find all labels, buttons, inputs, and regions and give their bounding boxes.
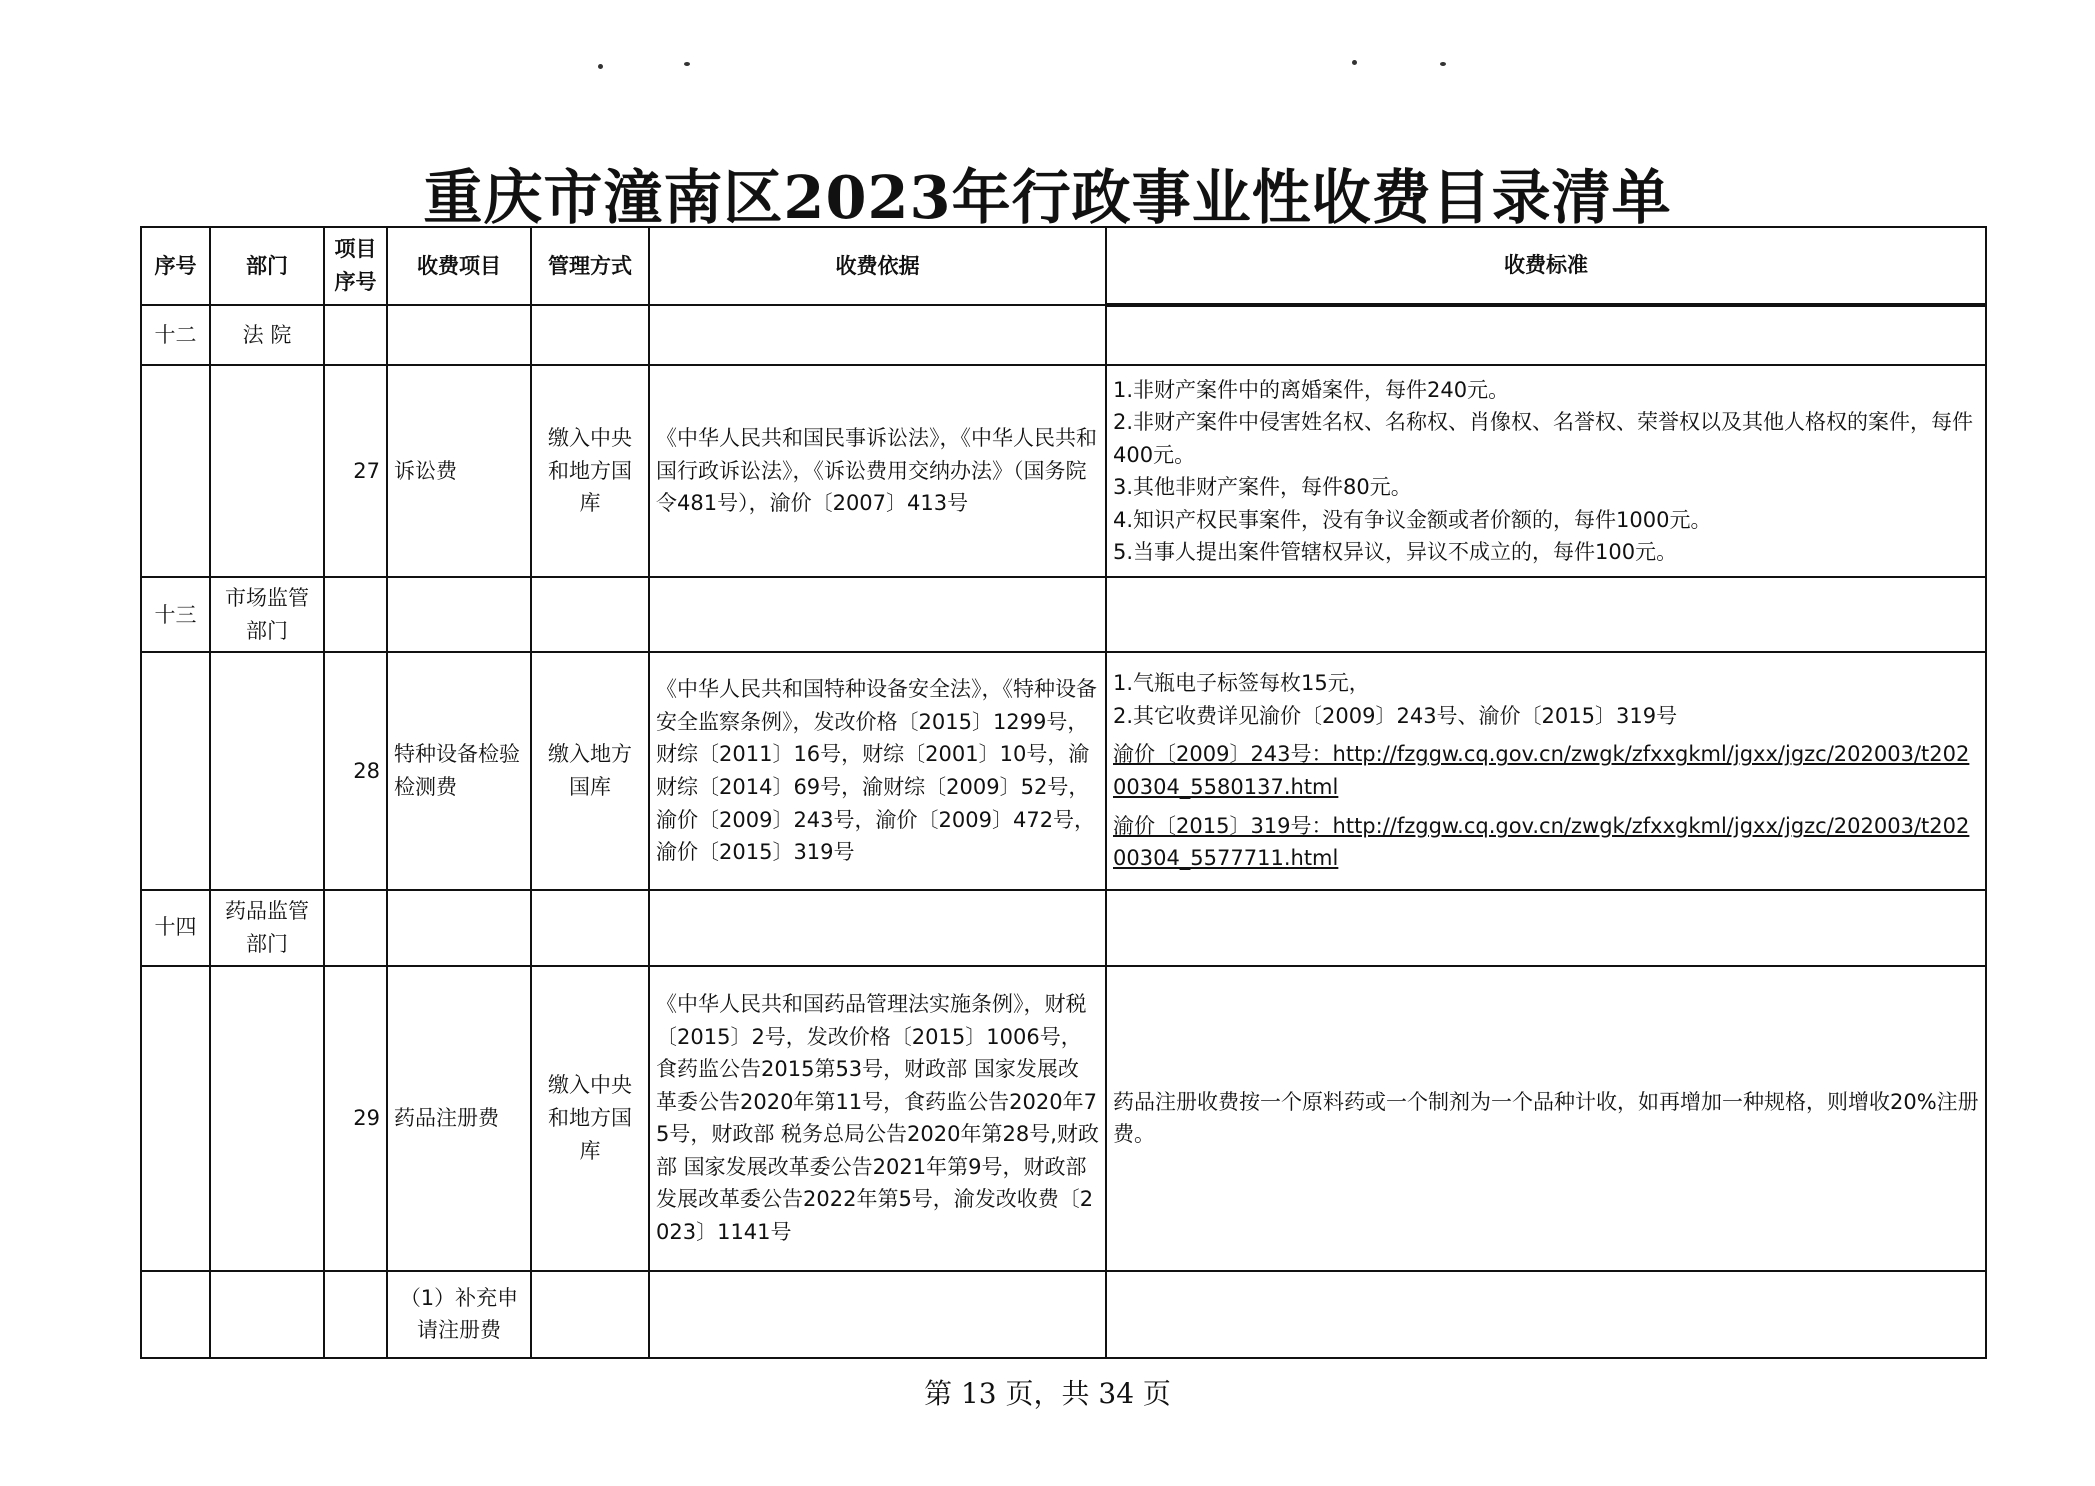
item-basis: 《中华人民共和国民事诉讼法》，《中华人民共和国行政诉讼法》，《诉讼费用交纳办法》（国务院令481号），渝价〔2007〕413号: [649, 365, 1106, 577]
item-seq: 29: [324, 966, 387, 1271]
standard-line: 1.非财产案件中的离婚案件，每件240元。: [1113, 377, 1510, 402]
header-item-seq: 项目序号: [324, 227, 387, 305]
page-footer: 第 13 页，共 34 页: [924, 1377, 1171, 1410]
table-header-row: [141, 227, 1986, 305]
sub-item-name: （1）补充申请注册费: [387, 1271, 531, 1358]
item-manage: 缴入中央和地方国库: [531, 365, 649, 577]
header-seq: 序号: [141, 227, 210, 305]
scan-speck: [684, 62, 690, 66]
item-basis: 《中华人民共和国药品管理法实施条例》，财税〔2015〕2号，发改价格〔2015〕1006号，食药监公告2015第53号，财政部 国家发展改革委公告2020年第11号，食药监公告2020年75号，财政部 税务总局公告2020年第28号,财政部 国家发展改革委公告2021年第9号，财政部 发展改革委公告2022年第5号，渝发改收费〔2023〕1141号: [649, 966, 1106, 1271]
scan-speck: [598, 64, 603, 69]
item-seq: 27: [324, 365, 387, 577]
section-row: [141, 890, 1986, 966]
standard-line: 2.非财产案件中侵害姓名权、名称权、肖像权、名誉权、荣誉权以及其他人格权的案件，每件400元。: [1113, 410, 1974, 467]
item-seq: 28: [324, 652, 387, 889]
section-row: [141, 577, 1986, 652]
section-seq: 十二: [141, 305, 210, 365]
reference-link-2009-243[interactable]: 渝价〔2009〕243号：http://fzggw.cq.gov.cn/zwgk/zfxxgkml/jgxx/jgzc/202003/t20200304_5580137.html: [1113, 742, 1970, 799]
section-seq: 十四: [141, 890, 210, 966]
section-dept: 药品监管部门: [210, 890, 324, 966]
standard-line: 4.知识产权民事案件，没有争议金额或者价额的，每件1000元。: [1113, 507, 1712, 532]
standard-line: 1.气瓶电子标签每枚15元，: [1113, 671, 1370, 696]
header-basis: 收费依据: [649, 227, 1106, 305]
section-seq: 十三: [141, 577, 210, 652]
item-name: 药品注册费: [387, 966, 531, 1271]
item-standard: [1106, 652, 1986, 889]
scan-speck: [1440, 62, 1446, 66]
standard-line: 药品注册收费按一个原料药或一个制剂为一个品种计收，如再增加一种规格，则增收20%注册费。: [1113, 1089, 1979, 1147]
page-title: 重庆市潼南区2023年行政事业性收费目录清单: [423, 163, 1672, 232]
section-dept: 法 院: [210, 305, 324, 365]
table-row: [141, 1271, 1986, 1358]
section-dept: 市场监管部门: [210, 577, 324, 652]
item-manage: 缴入中央和地方国库: [531, 966, 649, 1271]
standard-line: 3.其他非财产案件，每件80元。: [1113, 475, 1412, 500]
item-standard: [1106, 365, 1986, 577]
section-row: [141, 305, 1986, 365]
item-manage: 缴入地方国库: [531, 652, 649, 889]
item-basis: 《中华人民共和国特种设备安全法》，《特种设备安全监察条例》，发改价格〔2015〕1299号，财综〔2011〕16号，财综〔2001〕10号，渝财综〔2014〕69号，渝财综〔2009〕52号，渝价〔2009〕243号，渝价〔2009〕472号，渝价〔2015〕319号: [649, 652, 1106, 889]
standard-line: 5.当事人提出案件管辖权异议，异议不成立的，每件100元。: [1113, 540, 1678, 565]
item-name: 特种设备检验检测费: [387, 652, 531, 889]
reference-link-2015-319[interactable]: 渝价〔2015〕319号：http://fzggw.cq.gov.cn/zwgk/zfxxgkml/jgxx/jgzc/202003/t20200304_5577711.html: [1113, 813, 1970, 871]
header-manage: 管理方式: [531, 227, 649, 305]
header-dept: 部门: [210, 227, 324, 305]
table-row: [141, 652, 1986, 889]
item-name: 诉讼费: [387, 365, 531, 577]
item-standard: [1106, 966, 1986, 1271]
table-row: [141, 966, 1986, 1271]
fee-catalog-table: [140, 226, 1987, 1359]
table-row: [141, 365, 1986, 577]
header-item: 收费项目: [387, 227, 531, 305]
standard-line: 2.其它收费详见渝价〔2009〕243号、渝价〔2015〕319号: [1113, 703, 1678, 728]
scan-speck: [1352, 60, 1357, 65]
header-standard: 收费标准: [1106, 227, 1986, 305]
